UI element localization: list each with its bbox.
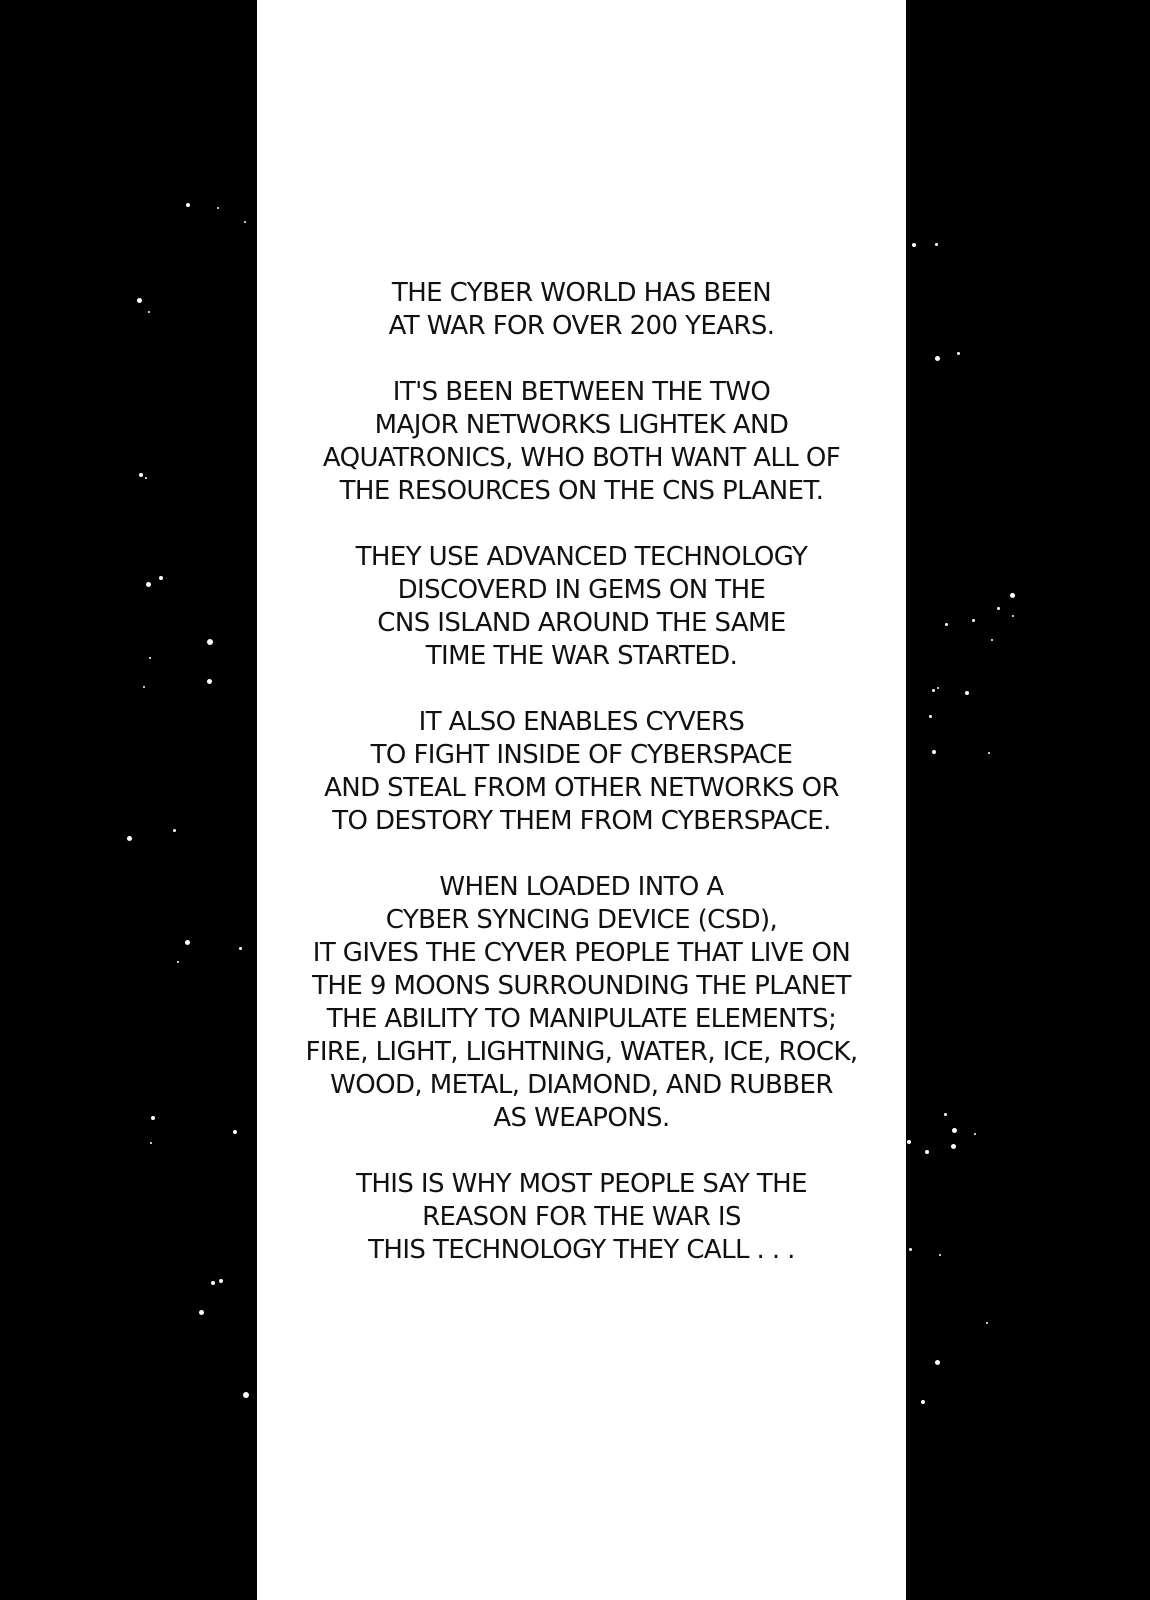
star [177, 961, 179, 963]
star [921, 1400, 925, 1404]
narration-paragraph [257, 1168, 906, 1267]
star [137, 298, 142, 303]
narration-line: THIS TECHNOLOGY THEY CALL . . . [368, 1235, 795, 1265]
star [1010, 593, 1015, 598]
narration-line: TIME THE WAR STARTED. [425, 641, 738, 671]
star [988, 752, 990, 754]
star [159, 576, 163, 580]
narration-line: WHEN LOADED INTO A [439, 872, 724, 902]
narration-line: AT WAR FOR OVER 200 YEARS. [388, 311, 775, 341]
star [932, 750, 936, 754]
star [239, 947, 242, 950]
star [972, 619, 975, 622]
narration-line: TO DESTORY THEM FROM CYBERSPACE. [332, 806, 831, 836]
narration-line: AND STEAL FROM OTHER NETWORKS OR [324, 773, 839, 803]
narration-panel [257, 0, 906, 1600]
star [909, 1248, 912, 1251]
star [991, 639, 993, 641]
star [127, 836, 132, 841]
narration-paragraph [257, 871, 906, 1135]
star [945, 623, 948, 626]
star [952, 1128, 957, 1133]
star [932, 689, 935, 692]
star [1012, 615, 1014, 617]
star [139, 473, 143, 477]
star [150, 1142, 152, 1144]
star [148, 311, 150, 313]
star [185, 940, 190, 945]
star [207, 639, 213, 645]
narration-text [257, 277, 906, 1300]
star [935, 356, 940, 361]
narration-line: DISCOVERD IN GEMS ON THE [397, 575, 766, 605]
star [937, 687, 939, 689]
star [935, 1360, 940, 1365]
narration-line: CNS ISLAND AROUND THE SAME [377, 608, 786, 638]
narration-line: IT ALSO ENABLES CYVERS [418, 707, 745, 737]
star [925, 1150, 929, 1154]
narration-line: IT GIVES THE CYVER PEOPLE THAT LIVE ON [312, 938, 851, 968]
star [243, 1392, 249, 1398]
narration-line: THE 9 MOONS SURROUNDING THE PLANET [312, 971, 851, 1001]
star [219, 1279, 223, 1283]
star [974, 1133, 976, 1135]
star [143, 686, 145, 688]
narration-line: THE ABILITY TO MANIPULATE ELEMENTS; [326, 1004, 837, 1034]
star [151, 1116, 155, 1120]
narration-paragraph [257, 541, 906, 673]
star [217, 207, 219, 209]
narration-line: MAJOR NETWORKS LIGHTEK AND [374, 410, 789, 440]
narration-line: REASON FOR THE WAR IS [422, 1202, 741, 1232]
narration-line: THE CYBER WORLD HAS BEEN [391, 278, 772, 308]
star [211, 1281, 215, 1285]
starfield-left [0, 0, 257, 1600]
narration-line: WOOD, METAL, DIAMOND, AND RUBBER [330, 1070, 833, 1100]
narration-line: THE RESOURCES ON THE CNS PLANET. [339, 476, 824, 506]
narration-line: IT'S BEEN BETWEEN THE TWO [392, 377, 771, 407]
narration-line: AS WEAPONS. [493, 1103, 670, 1133]
star [186, 203, 190, 207]
star [965, 691, 969, 695]
narration-line: AQUATRONICS, WHO BOTH WANT ALL OF [322, 443, 841, 473]
star [986, 1322, 988, 1324]
star [145, 477, 147, 479]
star [907, 1140, 911, 1144]
star [997, 607, 1000, 610]
star [244, 221, 246, 223]
star [951, 1144, 956, 1149]
narration-line: THIS IS WHY MOST PEOPLE SAY THE [356, 1169, 807, 1199]
star [199, 1310, 204, 1315]
star [935, 243, 938, 246]
star [939, 1254, 941, 1256]
star [944, 1113, 947, 1116]
narration-line: THEY USE ADVANCED TECHNOLOGY [355, 542, 808, 572]
narration-line: FIRE, LIGHT, LIGHTNING, WATER, ICE, ROCK, [305, 1037, 858, 1067]
narration-line: CYBER SYNCING DEVICE (CSD), [385, 905, 778, 935]
star [912, 243, 916, 247]
narration-line: TO FIGHT INSIDE OF CYBERSPACE [370, 740, 793, 770]
star [207, 679, 212, 684]
narration-paragraph [257, 706, 906, 838]
narration-paragraph [257, 277, 906, 343]
star [957, 352, 960, 355]
star [233, 1130, 237, 1134]
star [149, 657, 151, 659]
star [929, 715, 932, 718]
narration-paragraph [257, 376, 906, 508]
star [173, 829, 176, 832]
starfield-right [906, 0, 1150, 1600]
star [146, 582, 151, 587]
